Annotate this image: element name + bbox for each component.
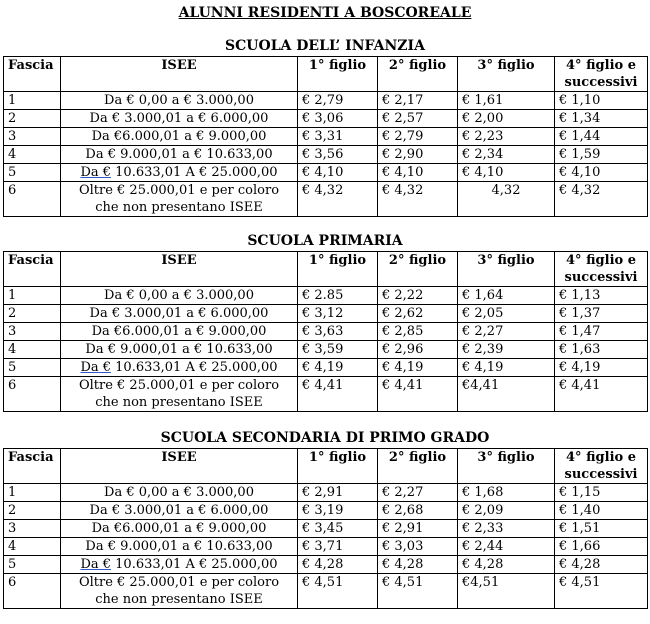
- header-isee: ISEE: [61, 57, 298, 92]
- table-row: [4, 520, 648, 538]
- fascia-number: 4: [4, 146, 61, 164]
- fee-third-child: € 1,64: [458, 287, 555, 305]
- fee-first-child: € 4,51: [298, 574, 378, 609]
- isee-range: Da € 9.000,01 a € 10.633,00: [61, 341, 298, 359]
- fee-first-child: € 4,10: [298, 164, 378, 182]
- isee-range: [61, 574, 298, 609]
- fascia-number: 2: [4, 305, 61, 323]
- isee-range: Da € 3.000,01 a € 6.000,00: [61, 305, 298, 323]
- fee-fourth-child: € 4,28: [555, 556, 648, 574]
- table-row: [4, 305, 648, 323]
- table-row: [4, 556, 648, 574]
- header-isee: ISEE: [61, 252, 298, 287]
- fee-second-child: € 4,28: [378, 556, 458, 574]
- fascia-number: 6: [4, 574, 61, 609]
- fascia-number: 3: [4, 520, 61, 538]
- fee-second-child: € 4,32: [378, 182, 458, 217]
- isee-range: Da € 3.000,01 a € 6.000,00: [61, 110, 298, 128]
- fee-fourth-child: € 4,19: [555, 359, 648, 377]
- isee-range: [61, 359, 298, 377]
- table-header-row: [4, 57, 648, 92]
- table-row: [4, 484, 648, 502]
- header-third-child: 3° figlio: [458, 449, 555, 484]
- isee-line1: Oltre € 25.000,01 e per coloro: [78, 575, 280, 590]
- fee-second-child: € 2,57: [378, 110, 458, 128]
- fee-fourth-child: € 1,66: [555, 538, 648, 556]
- fee-fourth-child: € 4,41: [555, 377, 648, 412]
- fascia-number: 5: [4, 164, 61, 182]
- table-row: [4, 164, 648, 182]
- header-fascia: Fascia: [4, 252, 61, 287]
- fee-fourth-child: € 4,10: [555, 164, 648, 182]
- header-second-child: 2° figlio: [378, 449, 458, 484]
- fascia-number: 2: [4, 502, 61, 520]
- fee-first-child: € 2,91: [298, 484, 378, 502]
- isee-range: [61, 556, 298, 574]
- fee-second-child: € 2,62: [378, 305, 458, 323]
- fee-fourth-child: € 1,44: [555, 128, 648, 146]
- isee-range: Da € 3.000,01 a € 6.000,00: [61, 502, 298, 520]
- section-title: SCUOLA SECONDARIA DI PRIMO GRADO: [160, 430, 490, 446]
- table-row: [4, 92, 648, 110]
- header-fourth-line1: 4° figlio e: [566, 253, 636, 268]
- fee-third-child: € 2,00: [458, 110, 555, 128]
- header-third-child: 3° figlio: [458, 252, 555, 287]
- table-row: [4, 359, 648, 377]
- header-first-child: 1° figlio: [298, 449, 378, 484]
- fee-first-child: € 4,41: [298, 377, 378, 412]
- page-title: ALUNNI RESIDENTI A BOSCOREALE: [178, 5, 472, 21]
- fee-third-child: € 2,44: [458, 538, 555, 556]
- isee-prefix: Da €: [80, 360, 112, 375]
- fee-second-child: € 4,51: [378, 574, 458, 609]
- fee-second-child: € 2,27: [378, 484, 458, 502]
- isee-prefix: Da €: [80, 557, 112, 572]
- section-title: SCUOLA DELL’ INFANZIA: [225, 38, 425, 54]
- header-isee: ISEE: [61, 449, 298, 484]
- fascia-number: 3: [4, 128, 61, 146]
- isee-rest: 10.633,01 A € 25.000,00: [111, 165, 278, 180]
- isee-range: Da € 0,00 a € 3.000,00: [61, 484, 298, 502]
- fee-third-child: € 4,10: [458, 164, 555, 182]
- table-row: [4, 146, 648, 164]
- fee-fourth-child: € 1,10: [555, 92, 648, 110]
- fee-third-child: € 2,09: [458, 502, 555, 520]
- isee-range: Da € 0,00 a € 3.000,00: [61, 287, 298, 305]
- fee-fourth-child: € 1,13: [555, 287, 648, 305]
- isee-rest: 10.633,01 A € 25.000,00: [111, 360, 278, 375]
- header-fourth-line2: successivi: [564, 467, 638, 482]
- fee-second-child: € 4,19: [378, 359, 458, 377]
- isee-range: [61, 377, 298, 412]
- fee-fourth-child: € 1,15: [555, 484, 648, 502]
- isee-range: [61, 164, 298, 182]
- fee-first-child: € 3,12: [298, 305, 378, 323]
- fee-fourth-child: € 1,59: [555, 146, 648, 164]
- fee-first-child: € 3,45: [298, 520, 378, 538]
- fee-third-child: € 2,23: [458, 128, 555, 146]
- fee-fourth-child: € 1,37: [555, 305, 648, 323]
- fee-second-child: € 4,41: [378, 377, 458, 412]
- table-header-row: [4, 252, 648, 287]
- isee-line2: che non presentano ISEE: [95, 200, 263, 215]
- fee-fourth-child: € 1,40: [555, 502, 648, 520]
- fee-first-child: € 2.85: [298, 287, 378, 305]
- fee-second-child: € 2,90: [378, 146, 458, 164]
- fee-second-child: € 2,22: [378, 287, 458, 305]
- fee-second-child: € 2,79: [378, 128, 458, 146]
- isee-range: Da € 0,00 a € 3.000,00: [61, 92, 298, 110]
- fee-second-child: € 2,85: [378, 323, 458, 341]
- table-row: [4, 323, 648, 341]
- table-row: [4, 502, 648, 520]
- fee-fourth-child: € 4,32: [555, 182, 648, 217]
- table-row: [4, 287, 648, 305]
- isee-range: Da € 9.000,01 a € 10.633,00: [61, 538, 298, 556]
- fee-third-child: € 2,39: [458, 341, 555, 359]
- fee-table: [3, 56, 648, 217]
- isee-line1: Oltre € 25.000,01 e per coloro: [78, 183, 280, 198]
- fee-fourth-child: € 4,51: [555, 574, 648, 609]
- isee-range: Da € 9.000,01 a € 10.633,00: [61, 146, 298, 164]
- header-fourth-line2: successivi: [564, 270, 638, 285]
- fascia-number: 1: [4, 484, 61, 502]
- isee-line1: Oltre € 25.000,01 e per coloro: [78, 378, 280, 393]
- table-row: [4, 110, 648, 128]
- header-fourth-line1: 4° figlio e: [566, 450, 636, 465]
- header-fourth-child: [555, 57, 648, 92]
- fee-second-child: € 3,03: [378, 538, 458, 556]
- fee-first-child: € 3,19: [298, 502, 378, 520]
- table-row: [4, 128, 648, 146]
- fee-fourth-child: € 1,51: [555, 520, 648, 538]
- table-row: [4, 574, 648, 609]
- isee-prefix: Da €: [80, 165, 112, 180]
- fee-third-child: € 4,28: [458, 556, 555, 574]
- section-title: SCUOLA PRIMARIA: [247, 233, 403, 249]
- fascia-number: 3: [4, 323, 61, 341]
- fee-first-child: € 4,19: [298, 359, 378, 377]
- isee-rest: 10.633,01 A € 25.000,00: [111, 557, 278, 572]
- table-header-row: [4, 449, 648, 484]
- header-fourth-child: [555, 252, 648, 287]
- table-row: [4, 538, 648, 556]
- fee-first-child: € 3,71: [298, 538, 378, 556]
- fee-second-child: € 4,10: [378, 164, 458, 182]
- header-fourth-line1: 4° figlio e: [566, 58, 636, 73]
- isee-range: Da €6.000,01 a € 9.000,00: [61, 520, 298, 538]
- fee-third-child: € 1,68: [458, 484, 555, 502]
- isee-range: Da €6.000,01 a € 9.000,00: [61, 323, 298, 341]
- header-second-child: 2° figlio: [378, 252, 458, 287]
- fee-second-child: € 2,96: [378, 341, 458, 359]
- header-third-child: 3° figlio: [458, 57, 555, 92]
- fascia-number: 6: [4, 182, 61, 217]
- table-row: [4, 182, 648, 217]
- isee-line2: che non presentano ISEE: [95, 395, 263, 410]
- fee-second-child: € 2,17: [378, 92, 458, 110]
- fee-first-child: € 3,56: [298, 146, 378, 164]
- header-fascia: Fascia: [4, 57, 61, 92]
- header-first-child: 1° figlio: [298, 252, 378, 287]
- table-row: [4, 341, 648, 359]
- fascia-number: 5: [4, 359, 61, 377]
- fee-first-child: € 2,79: [298, 92, 378, 110]
- fee-third-child: € 2,27: [458, 323, 555, 341]
- fascia-number: 4: [4, 538, 61, 556]
- fee-first-child: € 3,06: [298, 110, 378, 128]
- fee-second-child: € 2,68: [378, 502, 458, 520]
- fascia-number: 6: [4, 377, 61, 412]
- fee-first-child: € 4,32: [298, 182, 378, 217]
- fee-third-child: €4,41: [458, 377, 555, 412]
- fee-table: [3, 251, 648, 412]
- fee-fourth-child: € 1,63: [555, 341, 648, 359]
- fee-third-child: 4,32: [458, 182, 555, 217]
- fascia-number: 2: [4, 110, 61, 128]
- fee-third-child: € 1,61: [458, 92, 555, 110]
- fee-third-child: € 4,19: [458, 359, 555, 377]
- fascia-number: 1: [4, 287, 61, 305]
- header-fascia: Fascia: [4, 449, 61, 484]
- fascia-number: 5: [4, 556, 61, 574]
- fee-first-child: € 3,63: [298, 323, 378, 341]
- fee-third-child: € 2,05: [458, 305, 555, 323]
- fee-fourth-child: € 1,47: [555, 323, 648, 341]
- fee-first-child: € 3,59: [298, 341, 378, 359]
- fee-third-child: €4,51: [458, 574, 555, 609]
- fee-fourth-child: € 1,34: [555, 110, 648, 128]
- fee-first-child: € 3,31: [298, 128, 378, 146]
- header-first-child: 1° figlio: [298, 57, 378, 92]
- fee-third-child: € 2,34: [458, 146, 555, 164]
- header-fourth-line2: successivi: [564, 75, 638, 90]
- header-fourth-child: [555, 449, 648, 484]
- fee-first-child: € 4,28: [298, 556, 378, 574]
- fee-second-child: € 2,91: [378, 520, 458, 538]
- isee-range: [61, 182, 298, 217]
- isee-line2: che non presentano ISEE: [95, 592, 263, 607]
- table-row: [4, 377, 648, 412]
- fee-third-child: € 2,33: [458, 520, 555, 538]
- isee-range: Da €6.000,01 a € 9.000,00: [61, 128, 298, 146]
- fascia-number: 1: [4, 92, 61, 110]
- fee-table: [3, 448, 648, 609]
- fascia-number: 4: [4, 341, 61, 359]
- header-second-child: 2° figlio: [378, 57, 458, 92]
